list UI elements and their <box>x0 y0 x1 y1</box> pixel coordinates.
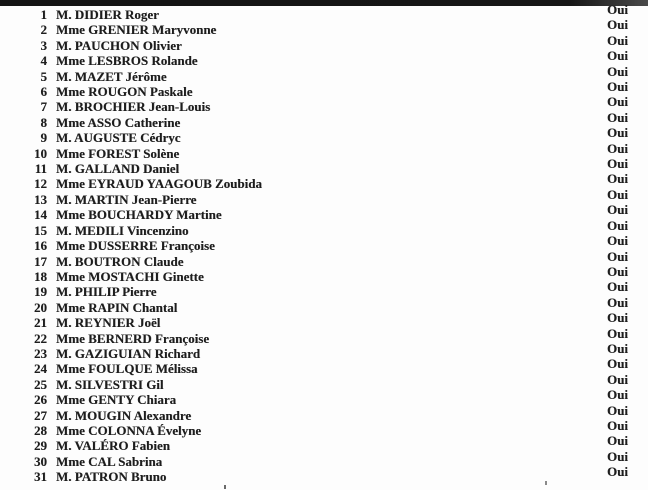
vote-value: Oui <box>607 2 628 17</box>
member-name: M. GALLAND Daniel <box>56 161 180 177</box>
row-number: 27 <box>34 407 47 423</box>
list-item <box>0 17 648 38</box>
member-name: M. BROCHIER Jean-Louis <box>56 99 211 115</box>
row-number: 12 <box>34 176 47 192</box>
member-name: Mme MOSTACHI Ginette <box>56 268 204 284</box>
row-number: 16 <box>34 238 47 254</box>
member-name: M. MAZET Jérôme <box>56 68 167 84</box>
vote-value: Oui <box>607 464 628 480</box>
row-number: 11 <box>34 161 47 177</box>
member-name: M. REYNIER Joël <box>56 315 161 331</box>
vote-value: Oui <box>607 387 628 403</box>
member-name: M. GAZIGUIAN Richard <box>56 345 201 361</box>
member-name: M. PAUCHON Olivier <box>56 37 182 53</box>
list-item <box>0 371 648 392</box>
list-item <box>0 310 648 331</box>
vote-value: Oui <box>607 171 628 187</box>
list-item <box>0 186 648 207</box>
row-number: 7 <box>40 99 47 115</box>
row-number: 30 <box>34 453 47 469</box>
list-item <box>0 387 648 408</box>
list-item <box>0 325 648 346</box>
scan-artifact <box>224 485 226 489</box>
list-item <box>0 248 648 269</box>
vote-value: Oui <box>607 340 628 356</box>
list-item <box>0 433 648 454</box>
vote-value: Oui <box>607 217 628 233</box>
row-number: 22 <box>34 330 47 346</box>
list-item <box>0 79 648 100</box>
member-name: M. AUGUSTE Cédryc <box>56 130 181 146</box>
member-name: Mme LESBROS Rolande <box>56 53 198 69</box>
row-number: 28 <box>34 422 47 438</box>
scan-artifact <box>545 481 547 485</box>
list-item <box>0 171 648 192</box>
row-number: 9 <box>40 130 47 146</box>
list-item <box>0 94 648 115</box>
list-item <box>0 156 648 177</box>
member-name: M. SILVESTRI Gil <box>56 376 164 392</box>
vote-value: Oui <box>607 125 628 141</box>
row-number: 8 <box>40 114 47 130</box>
row-number: 17 <box>34 253 47 269</box>
row-number: 31 <box>34 469 47 485</box>
member-name: M. PHILIP Pierre <box>56 284 157 300</box>
vote-value: Oui <box>607 17 628 33</box>
member-name: Mme BERNERD Françoise <box>56 330 210 346</box>
row-number: 19 <box>34 284 47 300</box>
member-name: Mme ROUGON Paskale <box>56 84 193 100</box>
member-name: Mme CAL Sabrina <box>56 453 163 469</box>
row-number: 14 <box>34 207 47 223</box>
vote-value: Oui <box>607 417 628 433</box>
vote-value: Oui <box>607 233 628 249</box>
vote-value: Oui <box>607 140 628 156</box>
row-number: 10 <box>34 145 47 161</box>
member-name: Mme RAPIN Chantal <box>56 299 178 315</box>
list-item <box>0 402 648 423</box>
row-number: 18 <box>34 268 47 284</box>
member-name: M. DIDIER Roger <box>56 7 159 22</box>
vote-value: Oui <box>607 32 628 48</box>
row-number: 25 <box>34 376 47 392</box>
vote-value: Oui <box>607 325 628 341</box>
member-name: M. MARTIN Jean-Pierre <box>56 191 197 207</box>
vote-value: Oui <box>607 94 628 110</box>
row-number: 2 <box>40 22 47 38</box>
list-item <box>0 417 648 438</box>
vote-value: Oui <box>607 310 628 326</box>
member-name: Mme FOREST Solène <box>56 145 180 161</box>
row-number: 5 <box>40 68 47 84</box>
list-item <box>0 32 648 53</box>
list-item <box>0 294 648 315</box>
member-name: Mme GRENIER Maryvonne <box>56 22 217 38</box>
member-name: Mme GENTY Chiara <box>56 392 177 408</box>
member-name: Mme ASSO Catherine <box>56 114 181 130</box>
row-number: 24 <box>34 361 47 377</box>
vote-value: Oui <box>607 371 628 387</box>
vote-value: Oui <box>607 294 628 310</box>
list-item <box>0 263 648 284</box>
list-item <box>0 140 648 161</box>
member-name: M. PATRON Bruno <box>56 469 167 485</box>
vote-value: Oui <box>607 79 628 95</box>
row-number: 23 <box>34 345 47 361</box>
member-name: M. BOUTRON Claude <box>56 253 184 269</box>
list-item <box>0 48 648 69</box>
member-name: Mme BOUCHARDY Martine <box>56 207 222 223</box>
row-number: 20 <box>34 299 47 315</box>
vote-value: Oui <box>607 186 628 202</box>
list-item <box>0 125 648 146</box>
attendance-list <box>0 2 648 485</box>
vote-value: Oui <box>607 248 628 264</box>
member-name: Mme FOULQUE Mélissa <box>56 361 198 377</box>
row-number: 15 <box>34 222 47 238</box>
member-name: Mme EYRAUD YAAGOUB Zoubida <box>56 176 262 192</box>
list-item <box>0 233 648 254</box>
row-number: 6 <box>40 84 47 100</box>
list-item <box>0 356 648 377</box>
member-name: Mme DUSSERRE Françoise <box>56 238 215 254</box>
member-name: Mme COLONNA Évelyne <box>56 422 202 438</box>
row-number: 4 <box>40 53 47 69</box>
row-number: 26 <box>34 392 47 408</box>
list-item <box>0 63 648 84</box>
list-item <box>0 448 648 469</box>
table-top-border <box>0 0 648 6</box>
list-item <box>0 279 648 300</box>
vote-value: Oui <box>607 402 628 418</box>
list-item <box>0 340 648 361</box>
list-item <box>0 202 648 223</box>
row-number: 1 <box>40 7 47 22</box>
vote-value: Oui <box>607 279 628 295</box>
vote-value: Oui <box>607 156 628 172</box>
row-number: 29 <box>34 438 47 454</box>
row-number: 3 <box>40 37 47 53</box>
list-item <box>0 464 648 485</box>
row-number: 13 <box>34 191 47 207</box>
vote-value: Oui <box>607 356 628 372</box>
list-item <box>0 2 648 22</box>
member-name: M. MEDILI Vincenzino <box>56 222 189 238</box>
vote-value: Oui <box>607 263 628 279</box>
member-name: M. VALÉRO Fabien <box>56 438 171 454</box>
vote-value: Oui <box>607 48 628 64</box>
vote-value: Oui <box>607 448 628 464</box>
member-name: M. MOUGIN Alexandre <box>56 407 192 423</box>
list-item <box>0 109 648 130</box>
vote-value: Oui <box>607 202 628 218</box>
vote-value: Oui <box>607 109 628 125</box>
list-item <box>0 217 648 238</box>
vote-value: Oui <box>607 433 628 449</box>
vote-value: Oui <box>607 63 628 79</box>
row-number: 21 <box>34 315 47 331</box>
